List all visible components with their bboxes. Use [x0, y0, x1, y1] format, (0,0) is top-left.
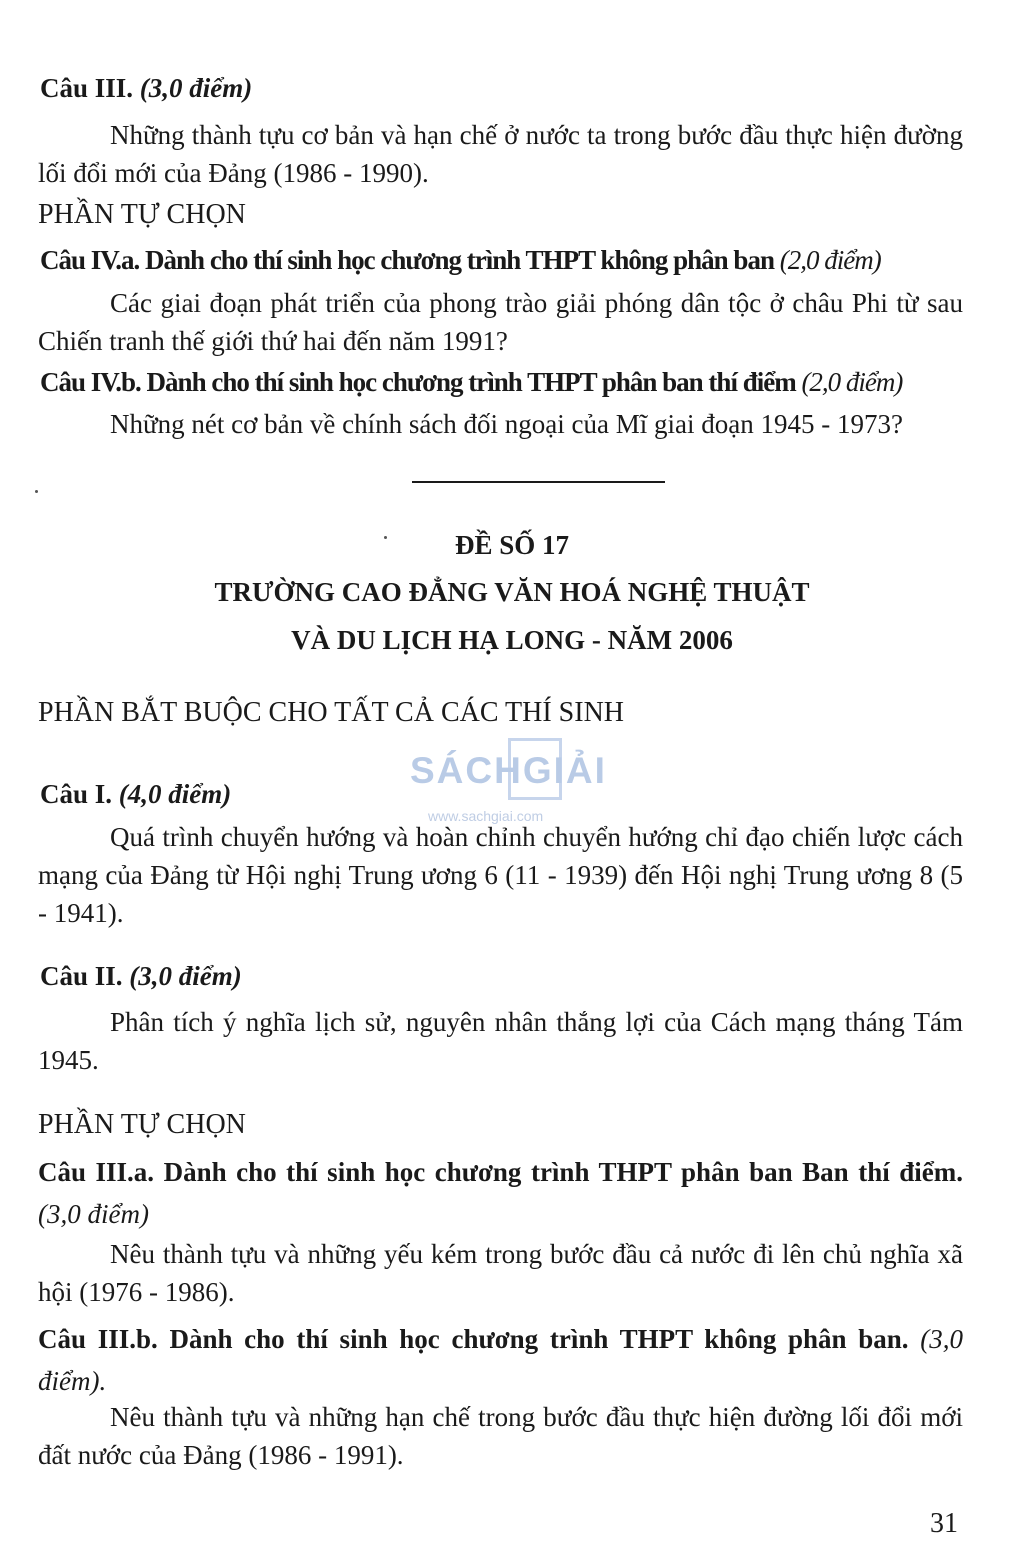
- q4b-label: Câu IV.b. Dành cho thí sinh học chương trình THPT phân ban thí điểm: [40, 367, 796, 397]
- q4a-label: Câu IV.a. Dành cho thí sinh học chương trình THPT không phân ban: [40, 245, 774, 275]
- q1-points: (4,0 điểm): [118, 779, 232, 809]
- q1-heading: [40, 775, 964, 813]
- q3-points: (3,0 điểm): [139, 73, 253, 103]
- q2-text: Phân tích ý nghĩa lịch sử, nguyên nhân thắng lợi của Cách mạng tháng Tám 1945.: [38, 1007, 963, 1075]
- q3b-label: Câu III.b. Dành cho thí sinh học chương trình THPT không phân ban.: [38, 1324, 909, 1354]
- q3b-heading: [38, 1318, 963, 1402]
- q3b-points: (3,0 điểm).: [38, 1324, 964, 1396]
- q2-points: (3,0 điểm): [129, 961, 242, 991]
- q4a-heading: [40, 241, 964, 279]
- q4b-heading: [40, 363, 964, 401]
- watermark-brand: SÁCHGIẢI: [410, 750, 607, 791]
- q3a-text: Nêu thành tựu và những yếu kém trong bước đầu cả nước đi lên chủ nghĩa xã hội (1976 - 1986).: [38, 1239, 963, 1307]
- q3-heading: [40, 69, 964, 107]
- school-line-1: TRƯỜNG CAO ĐẲNG VĂN HOÁ NGHỆ THUẬT: [214, 577, 810, 607]
- q4b-text: Những nét cơ bản về chính sách đối ngoại của Mĩ giai đoạn 1945 - 1973?: [110, 409, 903, 439]
- q3a-heading: [38, 1151, 963, 1235]
- q4b-points: (2,0 điểm): [801, 367, 903, 397]
- page-number: 31: [930, 1508, 958, 1539]
- q1-label: Câu I.: [40, 779, 113, 809]
- q3-label: Câu III.: [40, 73, 134, 103]
- elective-heading: PHẦN TỰ CHỌN: [38, 1109, 246, 1140]
- watermark-url: www.sachgiai.com: [428, 808, 544, 824]
- q1-text: Quá trình chuyển hướng và hoàn chỉnh chuyển hướng chỉ đạo chiến lược cách mạng của Đảng từ Hội nghị Trung ương 6 (11 - 1939) đến Hội nghị Trung ương 8 (5 - 1941).: [38, 822, 963, 928]
- speck: [35, 490, 38, 493]
- school-line-2: VÀ DU LỊCH HẠ LONG - NĂM 2006: [291, 625, 733, 655]
- q3a-points: (3,0 điểm): [38, 1199, 149, 1229]
- mandatory-heading: PHẦN BẮT BUỘC CHO TẤT CẢ CÁC THÍ SINH: [38, 697, 625, 728]
- q2-label: Câu II.: [40, 961, 123, 991]
- q4a-text: Các giai đoạn phát triển của phong trào giải phóng dân tộc ở châu Phi từ sau Chiến tranh thế giới thứ hai đến năm 1991?: [38, 288, 963, 356]
- section-divider: [412, 481, 665, 483]
- exam-number: ĐỀ SỐ 17: [454, 530, 570, 560]
- q3-text: Những thành tựu cơ bản và hạn chế ở nước ta trong bước đầu thực hiện đường lối đổi mới của Đảng (1986 - 1990).: [38, 120, 963, 188]
- q3a-label: Câu III.a. Dành cho thí sinh học chương trình THPT phân ban Ban thí điểm.: [38, 1157, 963, 1187]
- q2-heading: [40, 957, 964, 995]
- q3b-text: Nêu thành tựu và những hạn chế trong bước đầu thực hiện đường lối đổi mới đất nước của Đảng (1986 - 1991).: [38, 1402, 963, 1470]
- q4a-points: (2,0 điểm): [779, 245, 881, 275]
- elective-heading-prev: PHẦN TỰ CHỌN: [38, 199, 246, 230]
